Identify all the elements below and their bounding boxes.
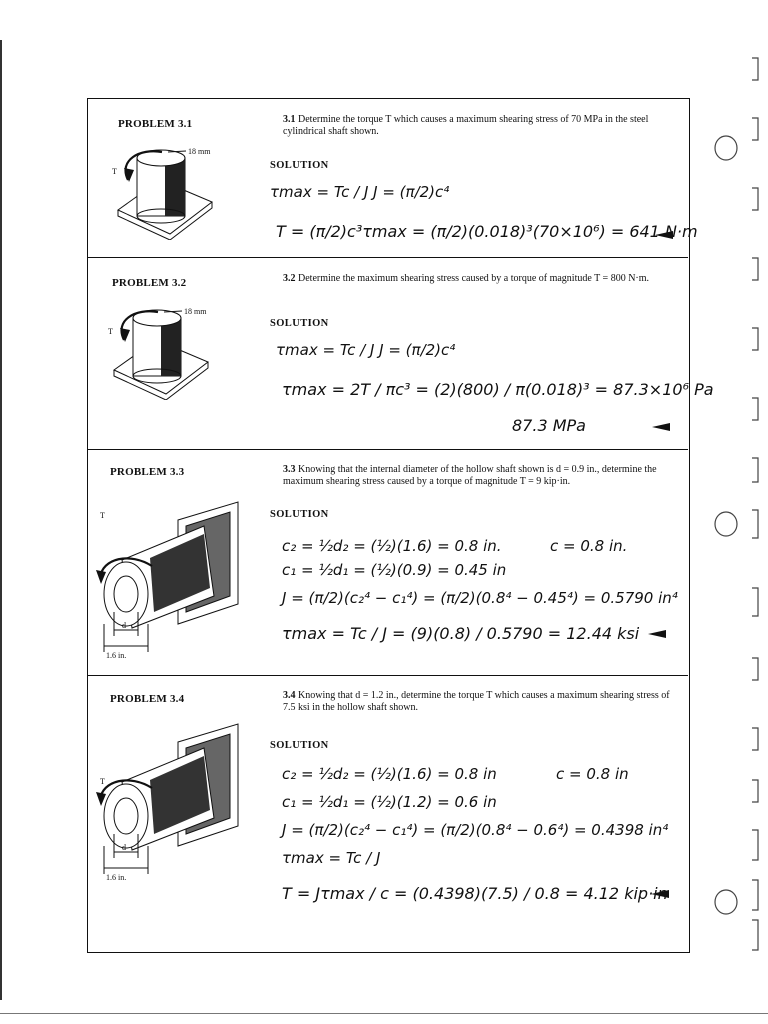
solution-line: T = Jτmax / c = (0.4398)(7.5) / 0.8 = 4.12 kip·in <box>282 884 668 903</box>
solution-line: T = (π/2)c³τmax = (π/2)(0.018)³(70×10⁶) = 641 N·m <box>276 222 698 241</box>
divider-3-3 <box>87 449 688 450</box>
inner-diameter-label: d <box>122 621 126 630</box>
problem-label: PROBLEM 3.4 <box>110 693 185 705</box>
solid-shaft-figure <box>110 140 220 240</box>
problem-label: PROBLEM 3.2 <box>112 277 187 289</box>
solution-heading: SOLUTION <box>270 740 329 751</box>
solution-line: J = (π/2)(c₂⁴ − c₁⁴) = (π/2)(0.8⁴ − 0.6⁴) = 0.4398 in⁴ <box>282 821 669 839</box>
solution-line: c₁ = ½d₁ = (½)(0.9) = 0.45 in <box>282 561 507 579</box>
problem-statement: 3.1 Determine the torque T which causes a maximum shearing stress of 70 MPa in the steel cylindrical shaft shown. <box>283 114 649 137</box>
solution-line: τmax = Tc / J <box>282 849 381 867</box>
solution-line: c₂ = ½d₂ = (½)(1.6) = 0.8 in. <box>282 537 502 555</box>
solution-line: c₂ = ½d₂ = (½)(1.6) = 0.8 in <box>282 765 497 783</box>
hollow-shaft-figure <box>92 500 252 660</box>
outer-diameter-label: 1.6 in. <box>106 873 127 882</box>
solution-line: c₁ = ½d₁ = (½)(1.2) = 0.6 in <box>282 793 497 811</box>
solution-heading: SOLUTION <box>270 160 329 171</box>
problem-label: PROBLEM 3.3 <box>110 466 185 478</box>
answer-arrow <box>655 231 673 239</box>
answer-value: 87.3 MPa <box>512 416 586 435</box>
torque-label: T <box>112 167 117 176</box>
torque-label: T <box>100 511 105 520</box>
torque-label: T <box>108 327 113 336</box>
divider-3-2 <box>87 257 688 258</box>
divider-3-4 <box>87 675 688 676</box>
solution-line: J = (π/2)(c₂⁴ − c₁⁴) = (π/2)(0.8⁴ − 0.45⁴) = 0.5790 in⁴ <box>282 589 678 607</box>
solid-shaft-figure <box>106 300 216 400</box>
page-bottom-rule <box>0 1013 768 1014</box>
solution-line: c = 0.8 in. <box>550 537 628 555</box>
solution-heading: SOLUTION <box>270 509 329 520</box>
binder-holes <box>714 40 764 1000</box>
solution-line: τmax = Tc / J J = (π/2)c⁴ <box>276 341 456 359</box>
problem-statement: 3.3 Knowing that the internal diameter of the hollow shaft shown is d = 0.9 in., determine the maximum shearing stress caused by a torque of magnitude T = 9 kip·in. <box>283 464 657 487</box>
inner-diameter-label: d <box>122 843 126 852</box>
problem-label: PROBLEM 3.1 <box>118 118 193 130</box>
answer-arrow <box>648 630 666 638</box>
problem-statement: 3.2 Determine the maximum shearing stress caused by a torque of magnitude T = 800 N·m. <box>283 273 650 284</box>
outer-diameter-label: 1.6 in. <box>106 651 127 660</box>
solution-line: τmax = Tc / J J = (π/2)c⁴ <box>270 183 450 201</box>
solution-line: τmax = Tc / J = (9)(0.8) / 0.5790 = 12.44 ksi <box>282 624 640 643</box>
dimension-label: 18 mm <box>184 307 207 316</box>
answer-arrow <box>651 890 669 898</box>
solution-heading: SOLUTION <box>270 318 329 329</box>
torque-label: T <box>100 777 105 786</box>
dimension-label: 18 mm <box>188 147 211 156</box>
problem-statement: 3.4 Knowing that d = 1.2 in., determine the torque T which causes a maximum shearing stress of 7.5 ksi in the hollow shaft shown. <box>283 690 670 713</box>
answer-arrow <box>652 423 670 431</box>
solution-line: c = 0.8 in <box>556 765 629 783</box>
hollow-shaft-figure <box>92 722 252 882</box>
solution-line: τmax = 2T / πc³ = (2)(800) / π(0.018)³ = 87.3×10⁶ Pa <box>282 380 714 399</box>
page-edge-line <box>0 40 2 1000</box>
